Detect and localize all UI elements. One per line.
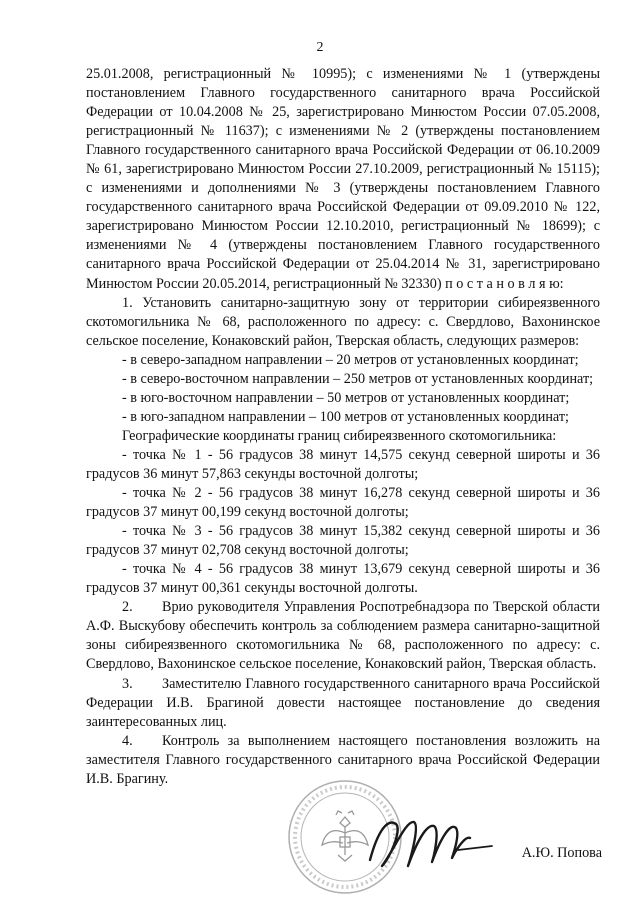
coordinates-heading: Географические координаты границ сибиреязвенного скотомогильника: bbox=[122, 427, 557, 444]
official-seal-stamp bbox=[270, 775, 420, 895]
coordinate-point-4: - точка № 4 - 56 градусов 38 минут 13,679 секунд северной широты и 36 градусов 37 минут 00,361 секунды восточной долготы. bbox=[86, 561, 600, 597]
page-number: 2 bbox=[316, 40, 324, 55]
direction-northwest: - в северо-западном направлении – 20 метров от установленных координат; bbox=[122, 351, 579, 368]
signatory-name: А.Ю. Попова bbox=[521, 845, 602, 861]
intro-paragraph: 25.01.2008, регистрационный № 10995); с изменениями № 1 (утверждены постановлением Главного государственного санитарного врача Российской Федерации от 10.04.2008 № 25, зарегистрировано Минюстом России 07.05.2008, регистрационный № 11637); с изменениями № 2 (утверждены постановлением Главного государственного санитарного врача Российской Федерации от 06.10.2009 № 61, зарегистрировано Минюстом России 27.10.2009, регистрационный № 15115); с изменениями и дополнениями № 3 (утверждены постановлением Главного государственного санитарного врача Российской Федерации от 09.09.2010 № 122, зарегистрировано Минюстом России 12.10.2010, регистрационный № 18699); с изменениями № 4 (утверждены постановлением Главного государственного санитарного врача Российской Федерации от 25.04.2014 № 31, зарегистрировано Минюстом России 20.05.2014, регистрационный № 32330) п о с т а н о в л я ю: bbox=[86, 66, 600, 292]
item-4-number: 4. bbox=[122, 732, 133, 749]
item-4-paragraph bbox=[86, 732, 600, 789]
item-2-text: Врио руководителя Управления Роспотребнадзора по Тверской области А.Ф. Выскубову обеспечить контроль за соблюдением размера санитарно-защитной зоны сибиреязвенного скотомогильника № 68, расположенного по адресу: с. Свердлово, Вахонинское сельское поселение, Конаковский район, Тверская область. bbox=[86, 599, 600, 673]
direction-southwest: - в юго-западном направлении – 100 метров от установленных координат; bbox=[122, 408, 570, 425]
item-2-paragraph bbox=[86, 598, 600, 674]
coordinate-point-2: - точка № 2 - 56 градусов 38 минут 16,278 секунд северной широты и 36 градусов 37 минут 00,199 секунд восточной долготы; bbox=[86, 485, 600, 521]
direction-northeast: - в северо-восточном направлении – 250 метров от установленных координат; bbox=[122, 370, 594, 387]
item-4-text: Контроль за выполнением настоящего постановления возложить на заместителя Главного государственного санитарного врача Российской Федерации И.В. Брагину. bbox=[86, 732, 600, 787]
item-3-paragraph bbox=[86, 675, 600, 732]
coordinate-point-3: - точка № 3 - 56 градусов 38 минут 15,382 секунд северной широты и 36 градусов 37 минут 02,708 секунд восточной долготы; bbox=[86, 523, 600, 559]
eagle-emblem-icon bbox=[322, 811, 368, 861]
item-3-number: 3. bbox=[122, 675, 133, 692]
coordinate-point-1: - точка № 1 - 56 градусов 38 минут 14,575 секунд северной широты и 36 градусов 36 минут 57,863 секунды восточной долготы; bbox=[86, 446, 600, 482]
item-1-paragraph: 1. Установить санитарно-защитную зону от территории сибиреязвенного скотомогильника № 68, расположенного по адресу: с. Свердлово, Вахонинское сельское поселение, Конаковский район, Тверская область, следующих размеров: bbox=[86, 294, 600, 349]
item-3-text: Заместителю Главного государственного санитарного врача Российской Федерации И.В. Брагиной довести настоящее постановление до сведения заинтересованных лиц. bbox=[86, 675, 600, 730]
item-2-number: 2. bbox=[122, 599, 133, 616]
document-body bbox=[86, 65, 600, 789]
direction-southeast: - в юго-восточном направлении – 50 метров от установленных координат; bbox=[122, 389, 570, 406]
handwritten-signature bbox=[360, 800, 500, 880]
